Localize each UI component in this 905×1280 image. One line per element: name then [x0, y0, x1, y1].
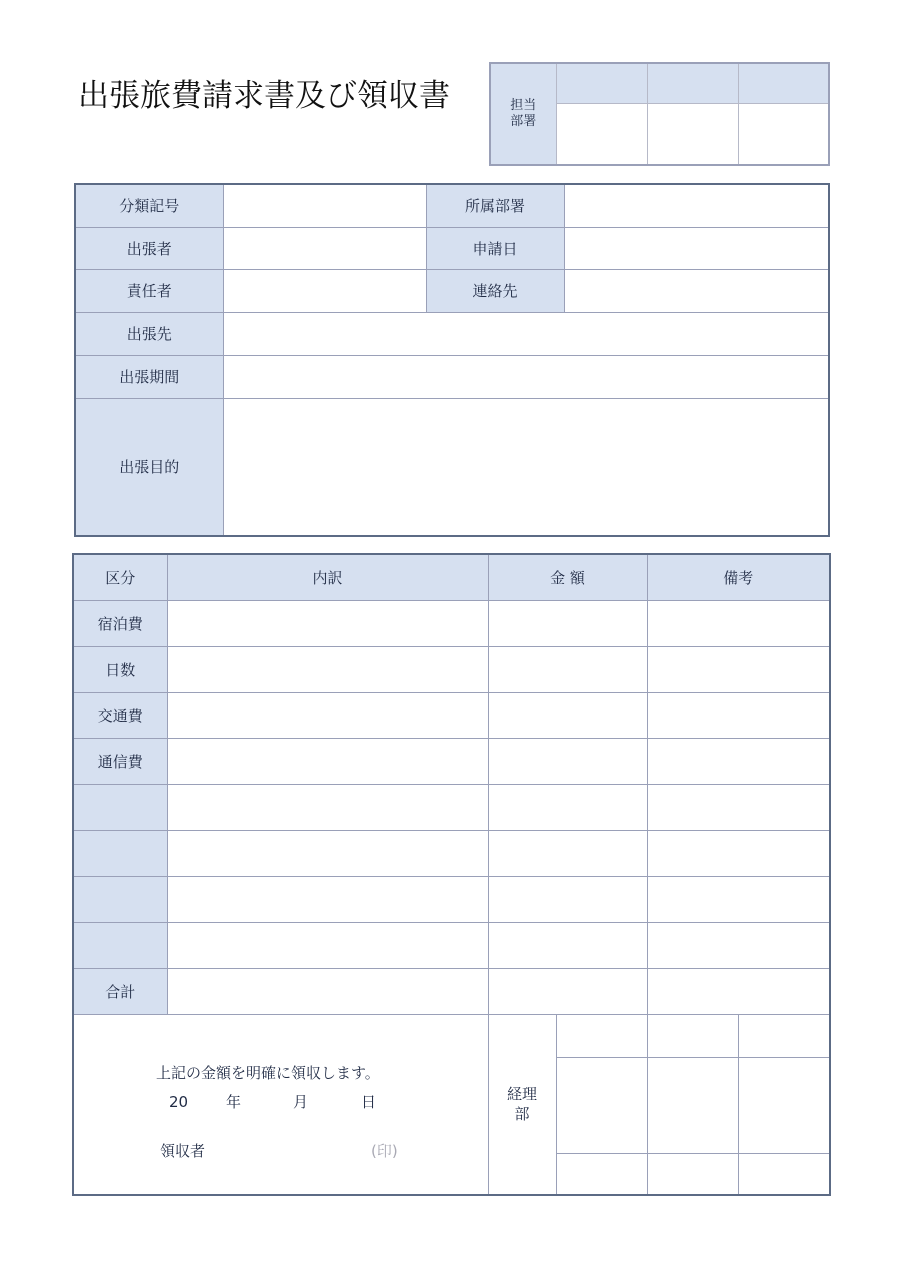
- receipt-date: [156, 1085, 456, 1119]
- receipt-section: [73, 1014, 488, 1195]
- accounting-cell-3[interactable]: [738, 1014, 830, 1057]
- accounting-cell-2[interactable]: [647, 1014, 738, 1057]
- stamp-cell-1[interactable]: [556, 103, 647, 165]
- table-row: [73, 876, 830, 922]
- amount-cell[interactable]: [488, 600, 647, 646]
- stamp-label: 担当 部署: [490, 63, 556, 165]
- header-note: 備考: [647, 554, 830, 600]
- detail-cell[interactable]: [167, 784, 488, 830]
- accounting-date-2[interactable]: [647, 1153, 738, 1195]
- table-row: [73, 738, 830, 784]
- note-cell[interactable]: [647, 600, 830, 646]
- detail-cell[interactable]: [167, 876, 488, 922]
- receiver-label: 領収者: [160, 1141, 206, 1160]
- note-cell[interactable]: [647, 692, 830, 738]
- month-label: 月: [293, 1092, 309, 1111]
- table-row: [73, 830, 830, 876]
- approval-stamp-box: [489, 62, 830, 166]
- document-title: 出張旅費請求書及び領収書: [78, 78, 450, 114]
- detail-cell[interactable]: [167, 830, 488, 876]
- total-detail-cell[interactable]: [167, 968, 488, 1014]
- label-contact: 連絡先: [426, 269, 564, 312]
- detail-cell[interactable]: [167, 692, 488, 738]
- detail-cell[interactable]: [167, 922, 488, 968]
- accounting-dept-label: 経理 部: [488, 1014, 556, 1195]
- traveler-field[interactable]: [223, 227, 426, 269]
- year-prefix[interactable]: 20: [169, 1092, 189, 1111]
- category-cell[interactable]: [73, 876, 167, 922]
- department-field[interactable]: [564, 184, 829, 227]
- total-note-cell[interactable]: [647, 968, 830, 1014]
- contact-field[interactable]: [564, 269, 829, 312]
- accounting-cell-1[interactable]: [556, 1014, 647, 1057]
- receiver-line: [156, 1131, 456, 1171]
- category-cell[interactable]: [73, 922, 167, 968]
- label-trip-purpose: 出張目的: [75, 398, 223, 536]
- total-amount-cell[interactable]: [488, 968, 647, 1014]
- day-label: 日: [361, 1092, 377, 1111]
- detail-cell[interactable]: [167, 738, 488, 784]
- label-trip-period: 出張期間: [75, 355, 223, 398]
- label-classification-code: 分類記号: [75, 184, 223, 227]
- category-cell: 日数: [73, 646, 167, 692]
- accounting-stamp-1[interactable]: [556, 1057, 647, 1153]
- stamp-title-cell-2[interactable]: [647, 63, 738, 103]
- trip-info-table: [74, 183, 830, 537]
- label-traveler: 出張者: [75, 227, 223, 269]
- supervisor-field[interactable]: [223, 269, 426, 312]
- label-department: 所属部署: [426, 184, 564, 227]
- table-row: [73, 692, 830, 738]
- receipt-statement: 上記の金額を明確に領収します。: [156, 1063, 380, 1082]
- accounting-stamp-2[interactable]: [647, 1057, 738, 1153]
- category-cell[interactable]: [73, 830, 167, 876]
- category-cell: 通信費: [73, 738, 167, 784]
- trip-purpose-field[interactable]: [223, 398, 829, 536]
- amount-cell[interactable]: [488, 738, 647, 784]
- table-row: [73, 922, 830, 968]
- amount-cell[interactable]: [488, 784, 647, 830]
- category-cell: 交通費: [73, 692, 167, 738]
- note-cell[interactable]: [647, 876, 830, 922]
- category-cell[interactable]: [73, 784, 167, 830]
- trip-period-field[interactable]: [223, 355, 829, 398]
- header-category: 区分: [73, 554, 167, 600]
- stamp-cell-2[interactable]: [647, 103, 738, 165]
- stamp-title-cell-1[interactable]: [556, 63, 647, 103]
- destination-field[interactable]: [223, 312, 829, 355]
- application-date-field[interactable]: [564, 227, 829, 269]
- total-row: [73, 968, 830, 1014]
- accounting-date-3[interactable]: [738, 1153, 830, 1195]
- note-cell[interactable]: [647, 784, 830, 830]
- accounting-stamp-3[interactable]: [738, 1057, 830, 1153]
- amount-cell[interactable]: [488, 876, 647, 922]
- note-cell[interactable]: [647, 922, 830, 968]
- label-supervisor: 責任者: [75, 269, 223, 312]
- amount-cell[interactable]: [488, 692, 647, 738]
- amount-cell[interactable]: [488, 830, 647, 876]
- label-destination: 出張先: [75, 312, 223, 355]
- year-label: 年: [226, 1092, 242, 1111]
- amount-cell[interactable]: [488, 922, 647, 968]
- expense-items-table: [72, 553, 831, 1196]
- table-row: [73, 600, 830, 646]
- total-label: 合計: [73, 968, 167, 1014]
- detail-cell[interactable]: [167, 600, 488, 646]
- label-application-date: 申請日: [426, 227, 564, 269]
- table-row: [73, 646, 830, 692]
- note-cell[interactable]: [647, 830, 830, 876]
- stamp-cell-3[interactable]: [738, 103, 829, 165]
- accounting-date-1[interactable]: [556, 1153, 647, 1195]
- note-cell[interactable]: [647, 646, 830, 692]
- category-cell: 宿泊費: [73, 600, 167, 646]
- header-amount: 金 額: [488, 554, 647, 600]
- classification-code-field[interactable]: [223, 184, 426, 227]
- amount-cell[interactable]: [488, 646, 647, 692]
- note-cell[interactable]: [647, 738, 830, 784]
- stamp-title-cell-3[interactable]: [738, 63, 829, 103]
- seal-mark: (印): [371, 1141, 398, 1160]
- detail-cell[interactable]: [167, 646, 488, 692]
- header-detail: 内訳: [167, 554, 488, 600]
- table-row: [73, 784, 830, 830]
